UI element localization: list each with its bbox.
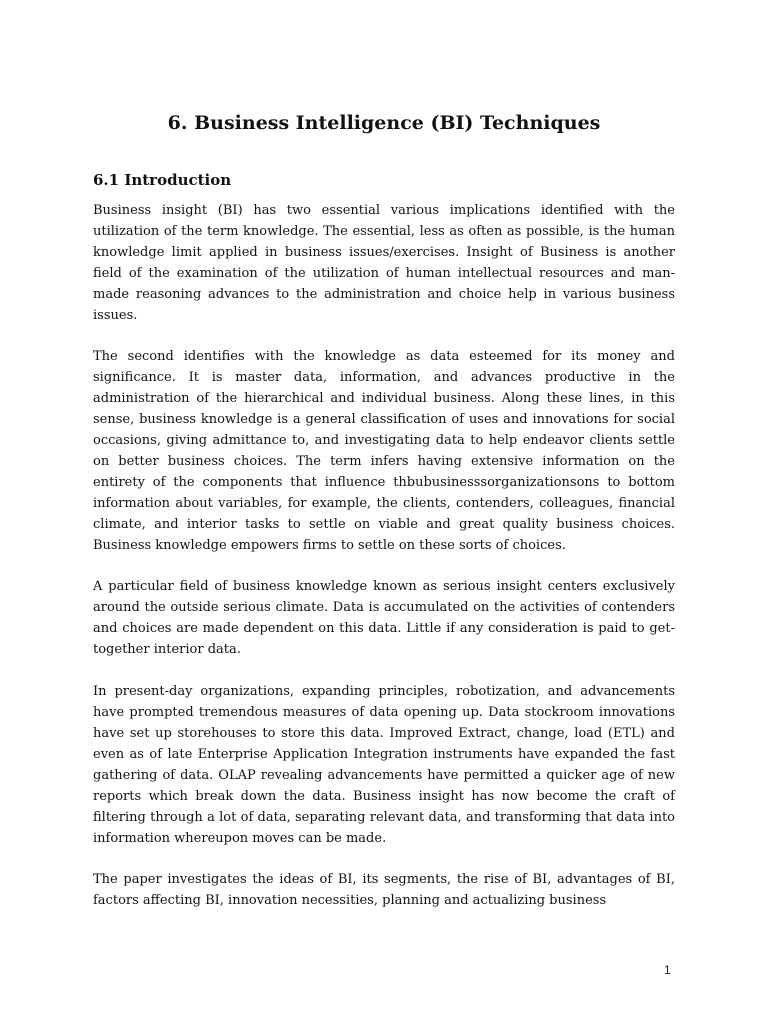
page-number: 1 xyxy=(664,963,671,977)
paragraph-2: The second identifies with the knowledge as data esteemed for its money and significance. It is master data, information, and advances productive in the administration of the hierarchical and individual business. Along these lines, in this sense, business knowledge is a general classification of uses and innovations for social occasions, giving admittance to, and investigating data to help endeavor clients settle on better business choices. The term infers having extensive information on the entirety of the components that influence thbubusinesssorganizationsons to bottom information about variables, for example, the clients, contenders, colleagues, financial climate, and interior tasks to settle on viable and great quality business choices. Business knowledge empowers firms to settle on these sorts of choices. xyxy=(93,349,675,553)
chapter-title: 6. Business Intelligence (BI) Techniques xyxy=(167,112,601,134)
paragraph-3: A particular field of business knowledge known as serious insight centers exclusively around the outside serious climate. Data is accumulated on the activities of contenders and choices are made dependent on this data. Little if any consideration is paid to get-together interior data. xyxy=(93,579,675,657)
paragraph-1: Business insight (BI) has two essential various implications identified with the utilization of the term knowledge. The essential, less as often as possible, is the human knowledge limit applied in business issues/exercises. Insight of Business is another field of the examination of the utilization of human intellectual resources and man-made reasoning advances to the administration and choice help in various business issues. xyxy=(93,203,675,323)
paragraph-4: In present-day organizations, expanding principles, robotization, and advancements have prompted tremendous measures of data opening up. Data stockroom innovations have set up storehouses to store this data. Improved Extract, change, load (ETL) and even as of late Enterprise Application Integration instruments have expanded the fast gathering of data. OLAP revealing advancements have permitted a quicker age of new reports which break down the data. Business insight has now become the craft of filtering through a lot of data, separating relevant data, and transforming that data into information whereupon moves can be made. xyxy=(93,684,675,846)
section-heading: 6.1 Introduction xyxy=(93,171,232,189)
paragraph-5: The paper investigates the ideas of BI, its segments, the rise of BI, advantages of BI, factors affecting BI, innovation necessities, planning and actualizing business xyxy=(93,872,675,908)
